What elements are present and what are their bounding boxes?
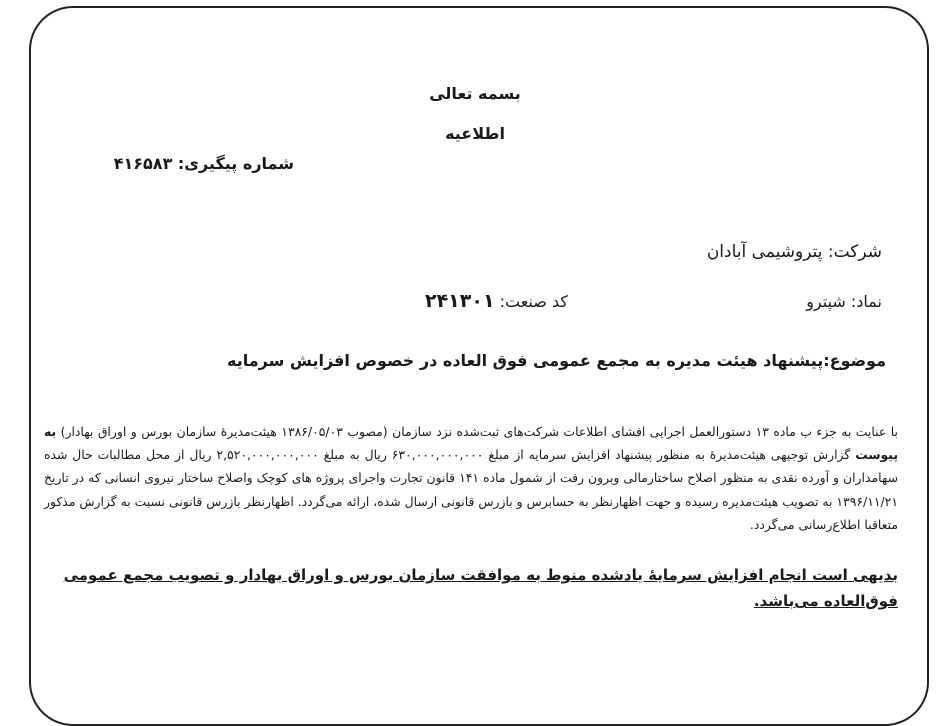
company-name: پتروشیمی آبادان bbox=[706, 242, 823, 262]
company-label: شرکت: bbox=[827, 242, 882, 262]
body-paragraph bbox=[44, 420, 898, 536]
industry-code-row bbox=[413, 290, 568, 312]
symbol-row bbox=[806, 292, 882, 311]
basmala-heading: بسمه تعالی bbox=[429, 84, 521, 103]
symbol-value: شپترو bbox=[806, 292, 846, 311]
tracking-number: ۴۱۶۵۸۳ bbox=[113, 154, 173, 173]
company-row bbox=[707, 242, 882, 262]
body-part-2: گزارش توجیهی هیئت‌مدیرهٔ به منظور پیشنهاد افزایش سرمایه از مبلغ ۶۳۰,۰۰۰,۰۰۰,۰۰۰ ریال به مبلغ ۲,۵۲۰,۰۰۰,۰۰۰,۰۰۰ ریال از محل مطالبات حال شده سهامداران و آورده نقدی به منظور اصلاح ساختارمالی وبرون رفت از شمول ماده ۱۴۱ قانون تجارت واجرای پروژه های کوچک واصلاح ساختار نیروی انسانی که در تاریخ ۱۳۹۶/۱۱/۲۱ به تصویب هیئت‌مدیره رسیده و جهت اظهارنظر به حسابرس و بازرس قانونی ارسال شده، ارائه می‌گردد. اظهارنظر بازرس قانونی نسبت به گزارش مذکور متعاقبا اطلاع‌رسانی می‌گردد. bbox=[44, 447, 898, 532]
subject-text: پیشنهاد هیئت مدیره به مجمع عمومی فوق العاده در خصوص افزایش سرمایه bbox=[226, 351, 824, 370]
industry-code-label: کد صنعت: bbox=[499, 292, 568, 311]
notice-title: اطلاعیه bbox=[445, 124, 505, 143]
tracking-number-row bbox=[114, 154, 294, 173]
tracking-label: شماره پیگیری: bbox=[177, 154, 294, 173]
body-part-1: با عنایت به جزء ب ماده ۱۳ دستورالعمل اجرایی افشای اطلاعات شرکت‌های ثبت‌شده نزد سازمان (مصوب ۱۳۸۶/۰۵/۰۳ هیئت‌مدیرهٔ سازمان بورس و اوراق بهادار) bbox=[60, 424, 898, 439]
subject-row bbox=[227, 351, 886, 370]
industry-code-value: ۲۴۱۳۰۱ bbox=[424, 290, 495, 312]
subject-label: موضوع: bbox=[823, 351, 886, 370]
closing-statement: بدیهی است انجام افزایش سرمایهٔ یادشده منوط به موافقت سازمان بورس و اوراق بهادار و تصویب مجمع عمومی فوق‌العاده می‌باشد. bbox=[63, 566, 898, 610]
body-emphasis: به پیوست bbox=[44, 424, 898, 463]
symbol-label: نماد: bbox=[850, 292, 882, 311]
